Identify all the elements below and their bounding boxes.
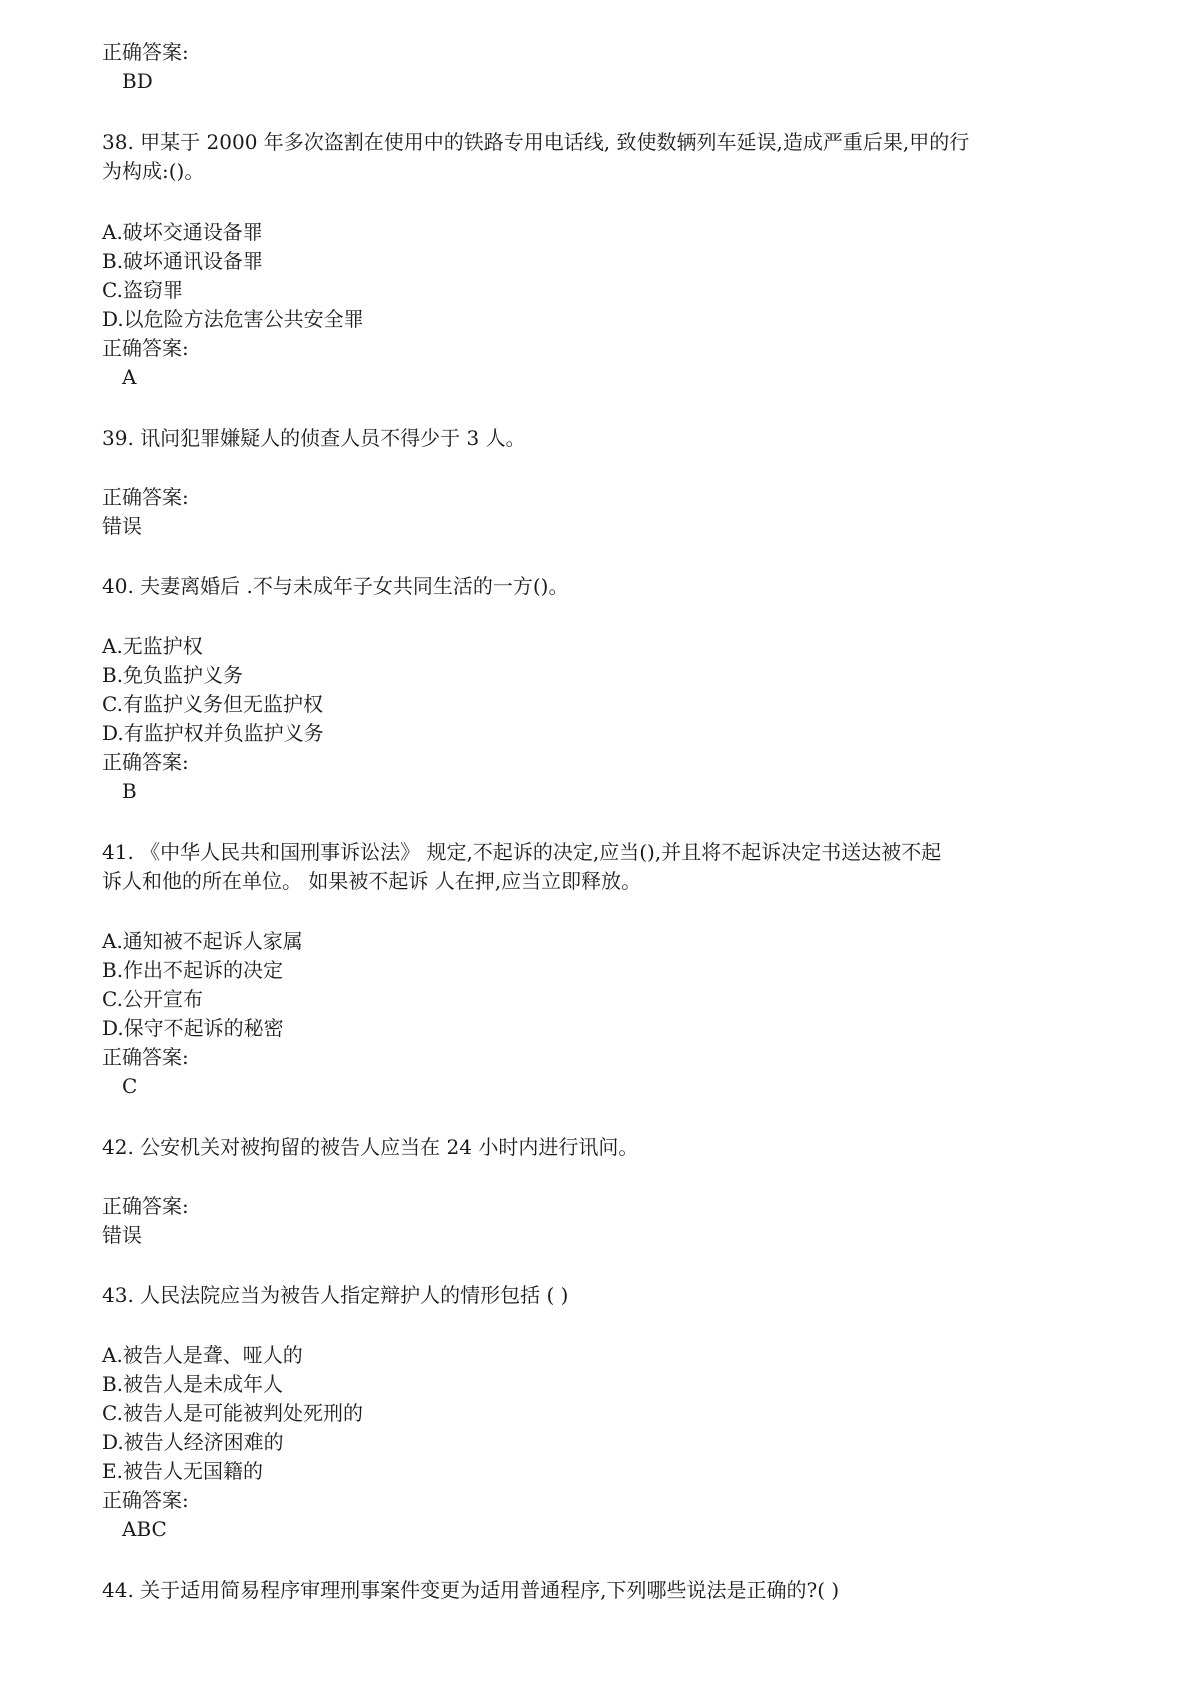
answer-value: ABC: [122, 1517, 167, 1541]
answer-value: BD: [122, 69, 153, 93]
answer-value: 错误: [102, 514, 142, 538]
option: B.免负监护义务: [102, 663, 244, 687]
answer-label: 正确答案:: [102, 1488, 189, 1512]
option: E.被告人无国籍的: [102, 1459, 263, 1483]
answer-label: 正确答案:: [102, 485, 189, 509]
option: C.公开宣布: [102, 987, 203, 1011]
answer-value: 错误: [102, 1223, 142, 1247]
answer-label: 正确答案:: [102, 336, 189, 360]
option: A.通知被不起诉人家属: [102, 929, 303, 953]
option: D.保守不起诉的秘密: [102, 1016, 284, 1040]
question-38-stem-line-1: 38. 甲某于 2000 年多次盗割在使用中的铁路专用电话线, 致使数辆列车延误,造成严重后果,甲的行: [102, 130, 970, 154]
option: C.盗窃罪: [102, 278, 183, 302]
option: A.破坏交通设备罪: [102, 220, 263, 244]
answer-value: A: [122, 365, 137, 389]
answer-label: 正确答案:: [102, 40, 189, 64]
question-39-stem: 39. 讯问犯罪嫌疑人的侦查人员不得少于 3 人。: [102, 426, 526, 450]
option: C.有监护义务但无监护权: [102, 692, 323, 716]
option: B.作出不起诉的决定: [102, 958, 284, 982]
option: A.无监护权: [102, 634, 203, 658]
question-38-stem-line-2: 为构成:()。: [102, 159, 205, 183]
option: C.被告人是可能被判处死刑的: [102, 1401, 363, 1425]
answer-label: 正确答案:: [102, 750, 189, 774]
question-41-stem-line-2: 诉人和他的所在单位。 如果被不起诉 人在押,应当立即释放。: [102, 869, 642, 893]
option: B.被告人是未成年人: [102, 1372, 284, 1396]
question-43-stem: 43. 人民法院应当为被告人指定辩护人的情形包括 ( ): [102, 1283, 569, 1307]
option: D.以危险方法危害公共安全罪: [102, 307, 364, 331]
question-42-stem: 42. 公安机关对被拘留的被告人应当在 24 小时内进行讯问。: [102, 1135, 639, 1159]
option: B.破坏通讯设备罪: [102, 249, 264, 273]
answer-value: B: [122, 779, 137, 803]
answer-label: 正确答案:: [102, 1194, 189, 1218]
answer-label: 正确答案:: [102, 1045, 189, 1069]
option: A.被告人是聋、哑人的: [102, 1343, 303, 1367]
question-41-stem-line-1: 41. 《中华人民共和国刑事诉讼法》 规定,不起诉的决定,应当(),并且将不起诉决定书送达被不起: [102, 840, 942, 864]
question-40-stem: 40. 夫妻离婚后 .不与未成年子女共同生活的一方()。: [102, 574, 569, 598]
option: D.被告人经济困难的: [102, 1430, 284, 1454]
option: D.有监护权并负监护义务: [102, 721, 324, 745]
question-44-stem: 44. 关于适用简易程序审理刑事案件变更为适用普通程序,下列哪些说法是正确的?( ): [102, 1578, 840, 1602]
answer-value: C: [122, 1074, 138, 1098]
